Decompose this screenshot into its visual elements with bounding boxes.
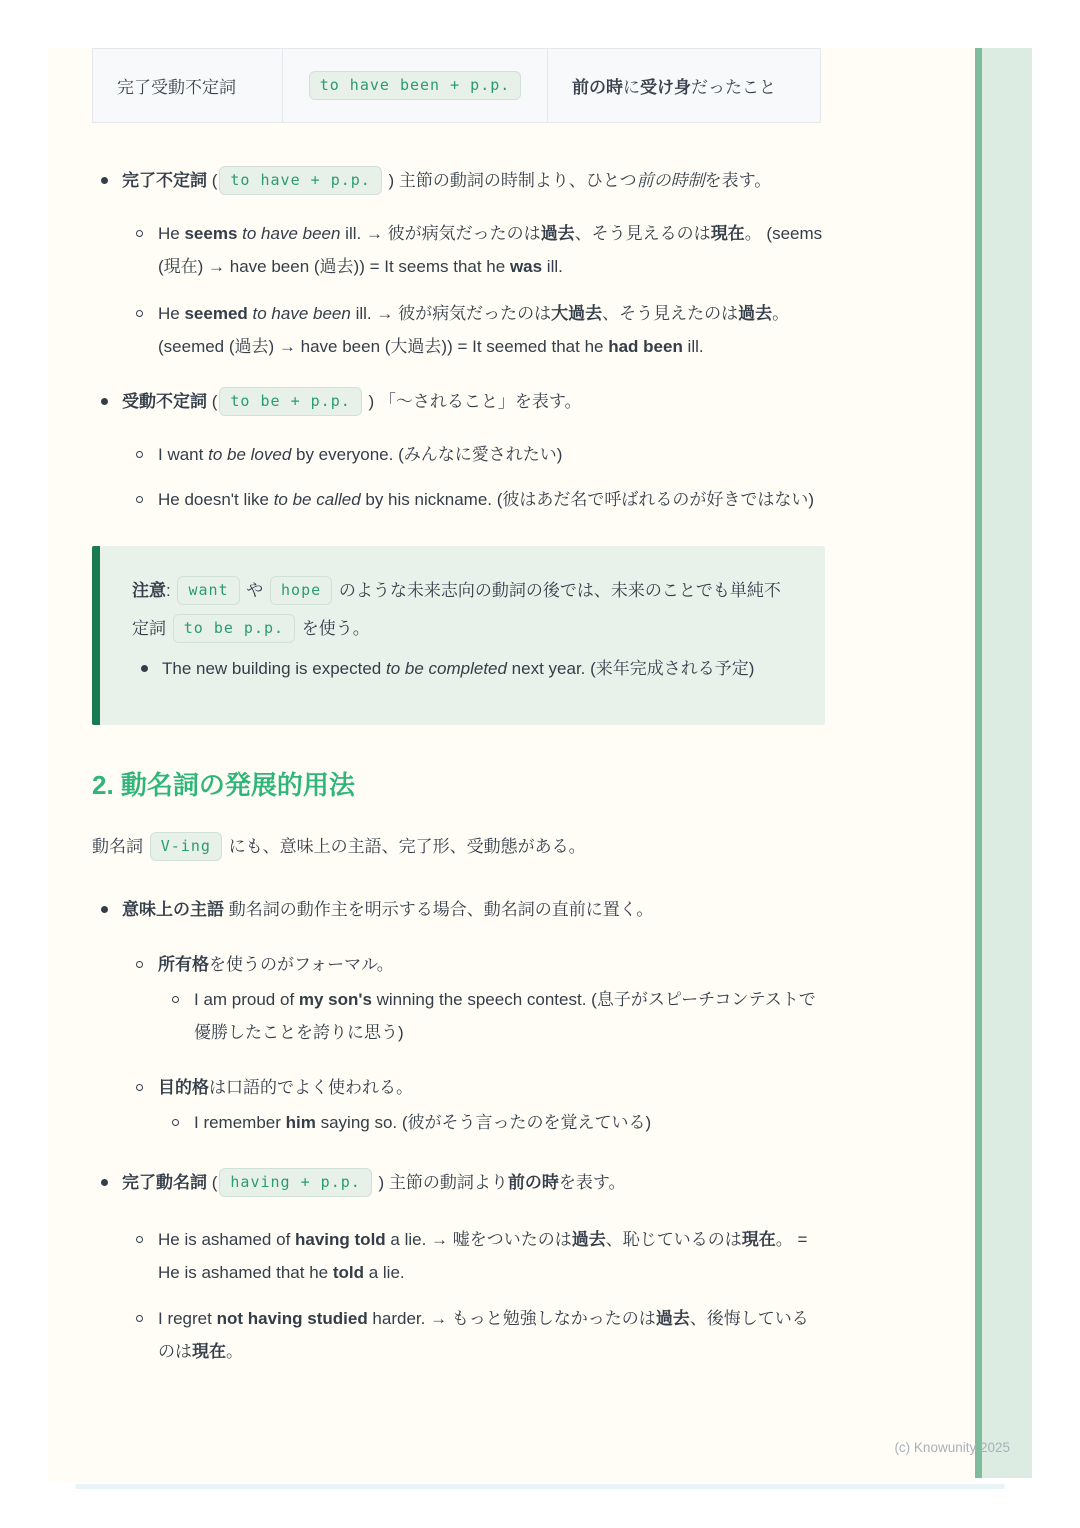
- list-item-passive-infinitive: [92, 385, 825, 418]
- table-cell-meaning: [547, 48, 821, 123]
- list-item-example-seemed: [92, 297, 825, 363]
- list-item-example-seems: [92, 217, 825, 283]
- gerund-intro-paragraph: 動名詞 V-ing にも、意味上の主語、完了形、受動態がある。: [92, 829, 825, 865]
- bullet-icon: [101, 398, 108, 405]
- page-content: [48, 48, 825, 1368]
- list-item-objective: [92, 1071, 825, 1104]
- table-cell-form: [282, 48, 548, 123]
- list-item-example-ashamed: [92, 1223, 825, 1289]
- circle-bullet-icon: [136, 961, 143, 968]
- bullet-icon: [141, 665, 148, 672]
- list-item-text: I am proud of my son's winning the speech contest. (息子がスピーチコンテストで優勝したことを誇りに思う): [194, 990, 816, 1042]
- list-item-text: He doesn't like to be called by his nickname. (彼はあだ名で呼ばれるのが好きではない): [158, 490, 815, 509]
- bullet-icon: [101, 906, 108, 913]
- list-item-text: He seems to have been ill. → 彼が病気だったのは過去、そう見えるのは現在。 (seems (現在) → have been (過去)) = It seems that he was ill.: [158, 224, 823, 276]
- circle-bullet-icon: [136, 310, 143, 317]
- table-cell-term: [92, 48, 283, 123]
- list-item-perfect-gerund: [92, 1166, 825, 1199]
- right-margin-strip: [975, 48, 1032, 1478]
- form-code-chip: to have been + p.p.: [309, 71, 522, 100]
- list-item-text: He seemed to have been ill. → 彼が病気だったのは大過去、そう見えたのは過去。 (seemed (過去) → have been (大過去)) = It seemed that he had been ill.: [158, 304, 790, 356]
- list-item-text: I regret not having studied harder. → もっと勉強しなかったのは過去、後悔しているのは現在。: [158, 1309, 809, 1361]
- list-item-example-called: [92, 483, 825, 516]
- circle-bullet-icon: [136, 1315, 143, 1322]
- bullet-icon: [101, 1179, 108, 1186]
- bullet-icon: [101, 177, 108, 184]
- circle-bullet-icon: [172, 1119, 179, 1126]
- list-item-text: 意味上の主語 動名詞の動作主を明示する場合、動名詞の直前に置く。: [122, 900, 654, 919]
- copyright-watermark: (c) Knowunity 2025: [894, 1440, 1010, 1455]
- list-item-text: 目的格は口語的でよく使われる。: [158, 1078, 413, 1097]
- note-box: [92, 546, 825, 725]
- list-item-text: 所有格を使うのがフォーマル。: [158, 955, 394, 974]
- circle-bullet-icon: [136, 496, 143, 503]
- circle-bullet-icon: [136, 230, 143, 237]
- list-item-example-loved: [92, 438, 825, 471]
- note-example-item: [132, 652, 797, 685]
- list-item-text: 完了不定詞 ( to have + p.p. ) 主節の動詞の時制より、ひとつ前の時制を表す。: [122, 171, 771, 190]
- circle-bullet-icon: [172, 996, 179, 1003]
- list-item-example-him: [92, 1106, 825, 1139]
- document-page: [48, 48, 975, 1482]
- list-item-text: 完了動名詞 ( having + p.p. ) 主節の動詞より前の時を表す。: [122, 1173, 626, 1192]
- list-item-text: I want to be loved by everyone. (みんなに愛されたい): [158, 445, 563, 464]
- list-item-example-regret: [92, 1302, 825, 1368]
- infinitive-list: [92, 164, 825, 516]
- term-label: 完了受動不定詞: [117, 78, 236, 97]
- note-text: 注意: want や hope のような未来志向の動詞の後では、未来のことでも単純不定詞 to be p.p. を使う。: [132, 572, 797, 648]
- circle-bullet-icon: [136, 451, 143, 458]
- circle-bullet-icon: [136, 1236, 143, 1243]
- list-item-text: He is ashamed of having told a lie. → 嘘をついたのは過去、恥じているのは現在。 = He is ashamed that he told a lie.: [158, 1230, 808, 1282]
- grammar-table-row: [92, 48, 822, 123]
- gerund-list: [92, 893, 825, 1368]
- list-item-text: 受動不定詞 ( to be + p.p. ) 「〜されること」を表す。: [122, 392, 582, 411]
- section-heading-gerund: 2. 動名詞の発展的用法: [92, 770, 355, 800]
- list-item-gerund-subject: [92, 893, 825, 926]
- list-item-example-son: [92, 983, 825, 1049]
- circle-bullet-icon: [136, 1084, 143, 1091]
- meaning-text: 前の時に受け身だったこと: [572, 78, 776, 97]
- note-example-text: The new building is expected to be completed next year. (来年完成される予定): [162, 659, 755, 678]
- list-item-text: I remember him saying so. (彼がそう言ったのを覚えている): [194, 1113, 652, 1132]
- list-item-possessive: [92, 948, 825, 981]
- next-page-edge: [75, 1484, 1005, 1489]
- list-item-perfect-infinitive: [92, 164, 825, 197]
